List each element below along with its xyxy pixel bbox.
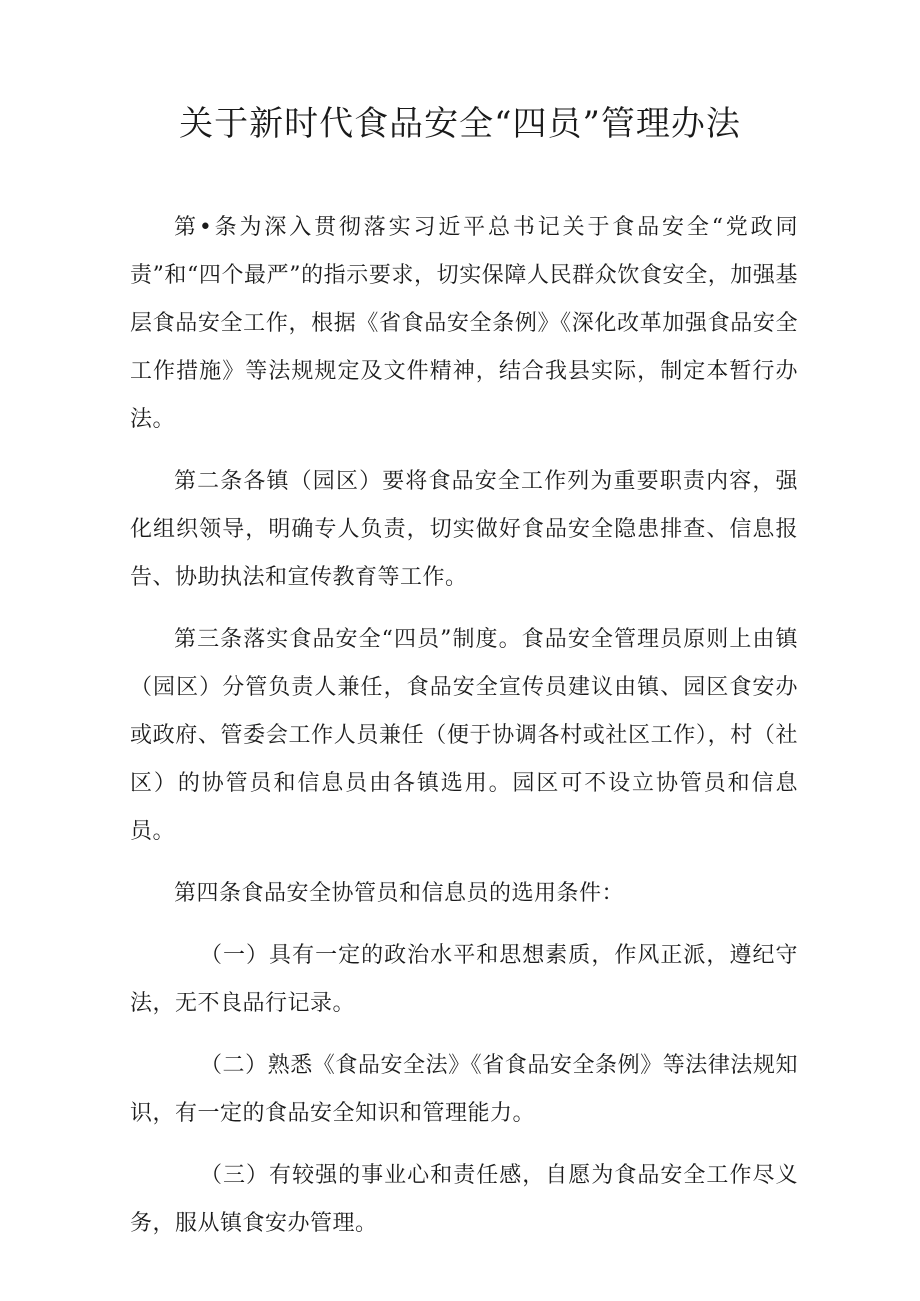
condition-item-1: （一）具有一定的政治水平和思想素质，作风正派，遵纪守法，无不良品行记录。 [130,943,798,1016]
condition-item-3: （三）有较强的事业心和责任感，自愿为食品安全工作尽义务，服从镇食安办管理。 [130,1163,798,1236]
article-3-paragraph: 第三条落实食品安全“四员”制度。食品安全管理员原则上由镇（园区）分管负责人兼任，食品安全宣传员建议由镇、园区食安办或政府、管委会工作人员兼任（便于协调各村或社区工作），村（社区）的协管员和信息员由各镇选用。园区可不设立协管员和信息员。 [130,627,798,844]
document-body [130,204,798,1262]
article-2-paragraph: 第二条各镇（园区）要将食品安全工作列为重要职责内容，强化组织领导，明确专人负责，切实做好食品安全隐患排查、信息报告、协助执法和宣传教育等工作。 [130,469,798,590]
article-1-paragraph: 第•条为深入贯彻落实习近平总书记关于食品安全“党政同责”和“四个最严”的指示要求，切实保障人民群众饮食安全，加强基层食品安全工作，根据《省食品安全条例》《深化改革加强食品安全工作措施》等法规规定及文件精神，结合我县实际，制定本暂行办法。 [130,215,798,432]
document-title: 关于新时代食品安全“四员”管理办法 [179,104,741,144]
condition-item-2: （二）熟悉《食品安全法》《省食品安全条例》等法律法规知识，有一定的食品安全知识和管理能力。 [130,1053,798,1126]
article-4-paragraph: 第四条食品安全协管员和信息员的选用条件： [174,881,625,906]
